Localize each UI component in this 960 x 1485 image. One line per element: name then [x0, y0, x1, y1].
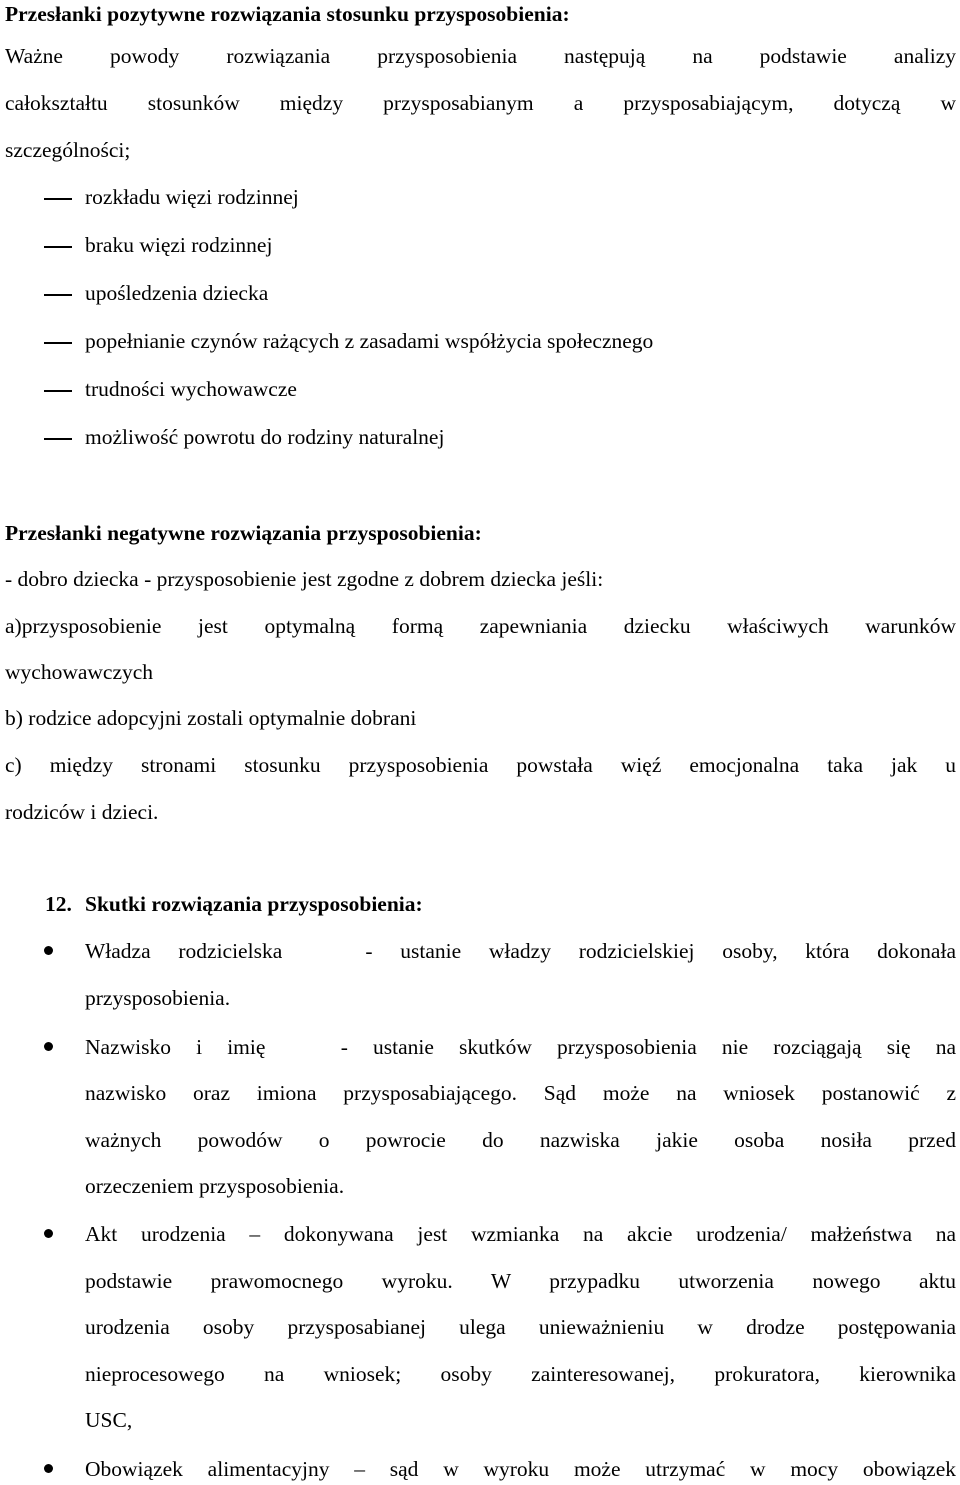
heading-negative-premises: Przesłanki negatywne rozwiązania przysposobienia: — [5, 521, 482, 545]
paragraph-line: c) między stronami stosunku przysposobienia powstała więź emocjonalna taka jak u — [5, 753, 956, 777]
dash-bullet — [44, 342, 72, 344]
heading-positive-premises: Przesłanki pozytywne rozwiązania stosunku przysposobienia: — [5, 2, 570, 26]
list-item: braku więzi rodzinnej — [85, 233, 273, 257]
bullet-line: Akt urodzenia – dokonywana jest wzmianka na akcie urodzenia/ małżeństwa na — [85, 1222, 956, 1246]
paragraph-line: Ważne powody rozwiązania przysposobienia następują na podstawie analizy — [5, 44, 956, 68]
list-item: trudności wychowawcze — [85, 377, 297, 401]
bullet-dot — [44, 1042, 53, 1051]
bullet-line: nieprocesowego na wniosek; osoby zainteresowanej, prokuratora, kierownika — [85, 1362, 956, 1386]
bullet-line: ważnych powodów o powrocie do nazwiska jakie osoba nosiła przed — [85, 1128, 956, 1152]
paragraph-line: szczególności; — [5, 138, 131, 162]
list-item: możliwość powrotu do rodziny naturalnej — [85, 425, 445, 449]
paragraph-line: a)przysposobienie jest optymalną formą zapewniania dziecku właściwych warunków — [5, 614, 956, 638]
bullet-dot — [44, 1229, 53, 1238]
paragraph-line: b) rodzice adopcyjni zostali optymalnie dobrani — [5, 706, 417, 730]
bullet-line: orzeczeniem przysposobienia. — [85, 1174, 345, 1198]
bullet-dot — [44, 946, 53, 955]
dash-bullet — [44, 390, 72, 392]
dash-bullet — [44, 198, 72, 200]
paragraph-line: - dobro dziecka - przysposobienie jest zgodne z dobrem dziecka jeśli: — [5, 567, 604, 591]
bullet-dot — [44, 1464, 53, 1473]
list-item: popełnianie czynów rażących z zasadami współżycia społecznego — [85, 329, 654, 353]
paragraph-line: wychowawczych — [5, 660, 154, 684]
list-item: upośledzenia dziecka — [85, 281, 269, 305]
bullet-line: USC, — [85, 1408, 133, 1432]
bullet-line: podstawie prawomocnego wyroku. W przypadku utworzenia nowego aktu — [85, 1269, 956, 1293]
dash-bullet — [44, 294, 72, 296]
bullet-line: urodzenia osoby przysposabianej ulega unieważnieniu w drodze postępowania — [85, 1315, 956, 1339]
list-item: rozkładu więzi rodzinnej — [85, 185, 299, 209]
paragraph-line: rodziców i dzieci. — [5, 800, 159, 824]
dash-bullet — [44, 246, 72, 248]
bullet-line: Obowiązek alimentacyjny – sąd w wyroku może utrzymać w mocy obowiązek — [85, 1457, 956, 1481]
bullet-line: nazwisko oraz imiona przysposabiającego. Sąd może na wniosek postanowić z — [85, 1081, 956, 1105]
dash-bullet — [44, 438, 72, 440]
bullet-line: Władza rodzicielska - ustanie władzy rodzicielskiej osoby, która dokonała — [85, 939, 956, 963]
paragraph-line: całokształtu stosunków między przysposabianym a przysposabiającym, dotyczą w — [5, 91, 956, 115]
bullet-line: Nazwisko i imię - ustanie skutków przysposobienia nie rozciągają się na — [85, 1035, 956, 1059]
bullet-line: przysposobienia. — [85, 986, 231, 1010]
heading-number: 12. — [45, 892, 72, 916]
heading-effects: Skutki rozwiązania przysposobienia: — [85, 892, 423, 916]
